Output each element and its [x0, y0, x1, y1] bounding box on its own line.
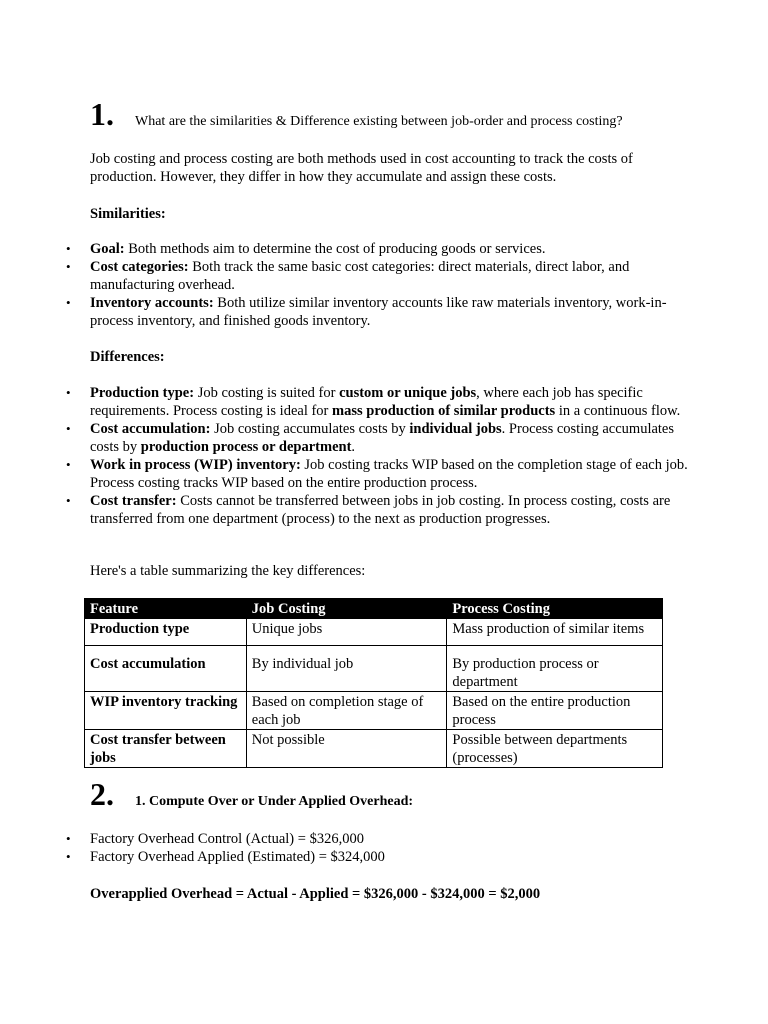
table-intro: Here's a table summarizing the key differences:: [90, 563, 366, 579]
table-cell: By individual job: [246, 646, 447, 692]
question-2-heading: [90, 776, 413, 812]
table-cell: Production type: [85, 619, 247, 646]
table-cell: Mass production of similar items: [447, 619, 663, 646]
table-header-cell: Process Costing: [447, 599, 663, 619]
table-header-row: [85, 599, 663, 619]
question-1-heading: [90, 96, 623, 132]
list-item: • Goal: Both methods aim to determine the cost of producing goods or services.: [0, 240, 690, 258]
table-header-cell: Job Costing: [246, 599, 447, 619]
list-item: • Cost categories: Both track the same basic cost categories: direct materials, direct labor, and manufacturing overhead.: [0, 258, 690, 294]
table-cell: WIP inventory tracking: [85, 692, 247, 730]
list-item: • Inventory accounts: Both utilize similar inventory accounts like raw materials inventory, work-in-process inventory, and finished goods inventory.: [0, 294, 690, 330]
table-cell: Cost accumulation: [85, 646, 247, 692]
intro-paragraph: Job costing and process costing are both methods used in cost accounting to track the costs of production. However, they differ in how they accumulate and assign these costs.: [90, 151, 633, 185]
table-cell: Cost transfer between jobs: [85, 730, 247, 768]
table-cell: Based on completion stage of each job: [246, 692, 447, 730]
differences-list: [0, 384, 690, 528]
question-1-text: What are the similarities & Difference existing between job-order and process costing?: [135, 114, 623, 129]
list-item: • Factory Overhead Applied (Estimated) = $324,000: [0, 848, 690, 866]
table-row: [85, 692, 663, 730]
differences-heading: Differences:: [90, 349, 165, 365]
table-cell: Based on the entire production process: [447, 692, 663, 730]
table-row: [85, 619, 663, 646]
table-cell: Unique jobs: [246, 619, 447, 646]
list-item: • Factory Overhead Control (Actual) = $326,000: [0, 830, 690, 848]
overhead-list: [0, 830, 690, 866]
question-1-number: 1.: [90, 96, 114, 132]
list-item: • Cost transfer: Costs cannot be transferred between jobs in job costing. In process costing, costs are transferred from one department (process) to the next as production progresses.: [0, 492, 690, 528]
table-row: [85, 730, 663, 768]
list-item: • Work in process (WIP) inventory: Job costing tracks WIP based on the completion stage of each job. Process costing tracks WIP based on the entire production process.: [0, 456, 690, 492]
table-row: [85, 646, 663, 692]
list-item: • Production type: Job costing is suited for custom or unique jobs, where each job has specific requirements. Process costing is ideal for mass production of similar products in a continuous flow.: [0, 384, 690, 420]
similarities-heading: Similarities:: [90, 206, 166, 222]
overapplied-result: Overapplied Overhead = Actual - Applied = $326,000 - $324,000 = $2,000: [90, 886, 541, 902]
question-2-text: 1. Compute Over or Under Applied Overhead:: [135, 794, 414, 809]
table-cell: Possible between departments (processes): [447, 730, 663, 768]
question-2-number: 2.: [90, 776, 114, 812]
table-cell: Not possible: [246, 730, 447, 768]
table-cell: By production process or department: [447, 646, 663, 692]
table-header-cell: Feature: [85, 599, 247, 619]
similarities-list: [0, 240, 690, 330]
summary-table: [84, 598, 663, 768]
list-item: • Cost accumulation: Job costing accumulates costs by individual jobs. Process costing accumulates costs by production process or department.: [0, 420, 690, 456]
